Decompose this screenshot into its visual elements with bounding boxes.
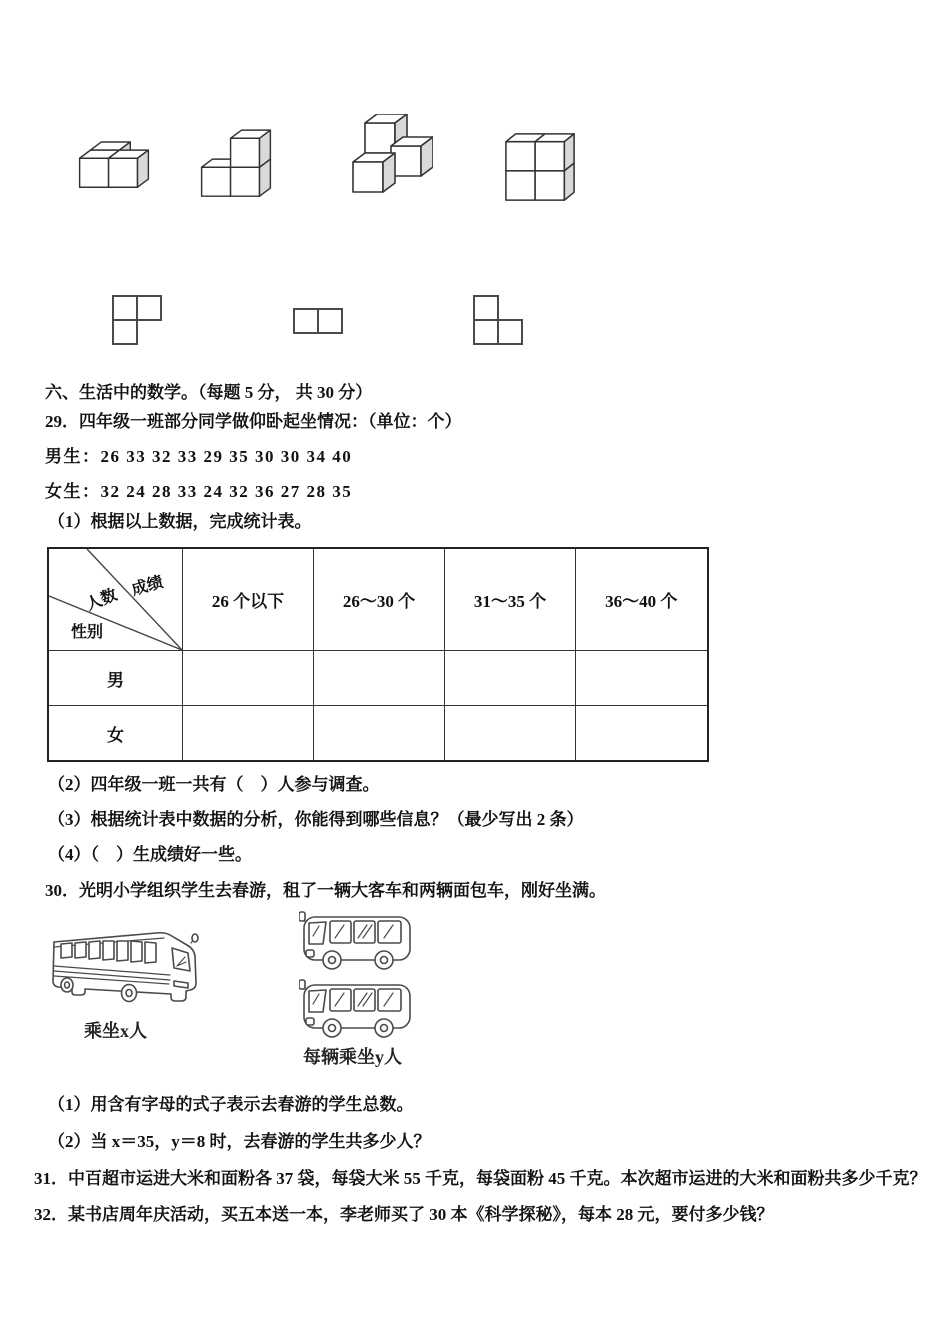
q32-text: 32．某书店周年庆活动，买五本送一本，李老师买了 30 本《科学探秘》，每本 28 元，要付多少钱？ <box>34 1205 774 1224</box>
column-header: 26 个以下 <box>183 548 314 651</box>
row-header-female: 女 <box>48 706 183 762</box>
q29-title: 29．四年级一班部分同学做仰卧起坐情况：（单位：个） <box>45 412 462 431</box>
cube-figure-4 <box>502 130 578 204</box>
q30-title: 30．光明小学组织学生去春游，租了一辆大客车和两辆面包车，刚好坐满。 <box>45 881 606 900</box>
corner-label-score: 成绩 <box>129 573 166 600</box>
table-cell-empty <box>445 706 576 762</box>
cube-figure-3 <box>349 114 433 198</box>
coach-caption: 乘坐x人 <box>84 1021 147 1041</box>
table-row <box>48 706 708 762</box>
corner-label-count: 人数 <box>83 586 120 615</box>
table-cell-empty <box>445 651 576 706</box>
flat-shape-3 <box>473 295 523 345</box>
table-cell-empty <box>576 651 708 706</box>
q30-sub1: （1）用含有字母的式子表示去春游的学生总数。 <box>48 1095 414 1114</box>
flat-shape-2 <box>293 308 343 334</box>
minibus-drawing <box>299 908 417 972</box>
cube-figure-3-drawing <box>349 114 433 198</box>
minibus-figure-1 <box>299 908 417 972</box>
minibus-caption: 每辆乘坐y人 <box>303 1047 402 1067</box>
coach-bus-drawing <box>40 926 202 1010</box>
statistics-table <box>47 547 709 762</box>
q29-sub1: （1）根据以上数据，完成统计表。 <box>48 512 312 531</box>
flat-shape-1 <box>112 295 162 345</box>
flat-shape-3-drawing <box>473 295 523 345</box>
cube-figure-1-drawing <box>76 138 152 193</box>
table-cell-empty <box>183 706 314 762</box>
minibus-drawing <box>299 976 417 1040</box>
flat-shape-1-drawing <box>112 295 162 345</box>
column-header: 31～35 个 <box>445 548 576 651</box>
q29-sub4: （4）（ ）生成绩好一些。 <box>48 845 252 864</box>
q29-sub2: （2）四年级一班一共有（ ）人参与调查。 <box>48 775 380 794</box>
table-cell-empty <box>576 706 708 762</box>
cube-figure-1 <box>76 138 152 193</box>
minibus-figure-2 <box>299 976 417 1040</box>
flat-shape-2-drawing <box>293 308 343 334</box>
q31-text: 31．中百超市运进大米和面粉各 37 袋，每袋大米 55 千克，每袋面粉 45 千克。本次超市运进的大米和面粉共多少千克？ <box>34 1169 927 1188</box>
q30-sub2: （2）当 x＝35，y＝8 时，去春游的学生共多少人？ <box>48 1132 431 1151</box>
table-cell-empty <box>314 651 445 706</box>
table-corner-cell <box>48 548 183 651</box>
row-header-male: 男 <box>48 651 183 706</box>
table-row <box>48 651 708 706</box>
q29-boys-data: 男生：26 33 32 33 29 35 30 30 34 40 <box>45 447 353 466</box>
section-header: 六、生活中的数学。（每题 5 分， 共 30 分） <box>45 383 373 402</box>
coach-bus-figure <box>40 926 202 1010</box>
q29-girls-data: 女生：32 24 28 33 24 32 36 27 28 35 <box>45 482 353 501</box>
cube-figure-2-drawing <box>198 122 274 198</box>
corner-label-gender: 性别 <box>71 624 104 641</box>
cube-figure-2 <box>198 122 274 198</box>
table-cell-empty <box>183 651 314 706</box>
table-cell-empty <box>314 706 445 762</box>
column-header: 26～30 个 <box>314 548 445 651</box>
cube-figure-4-drawing <box>502 130 578 204</box>
q29-sub3: （3）根据统计表中数据的分析，你能得到哪些信息？（最少写出 2 条） <box>48 810 584 829</box>
column-header: 36～40 个 <box>576 548 708 651</box>
